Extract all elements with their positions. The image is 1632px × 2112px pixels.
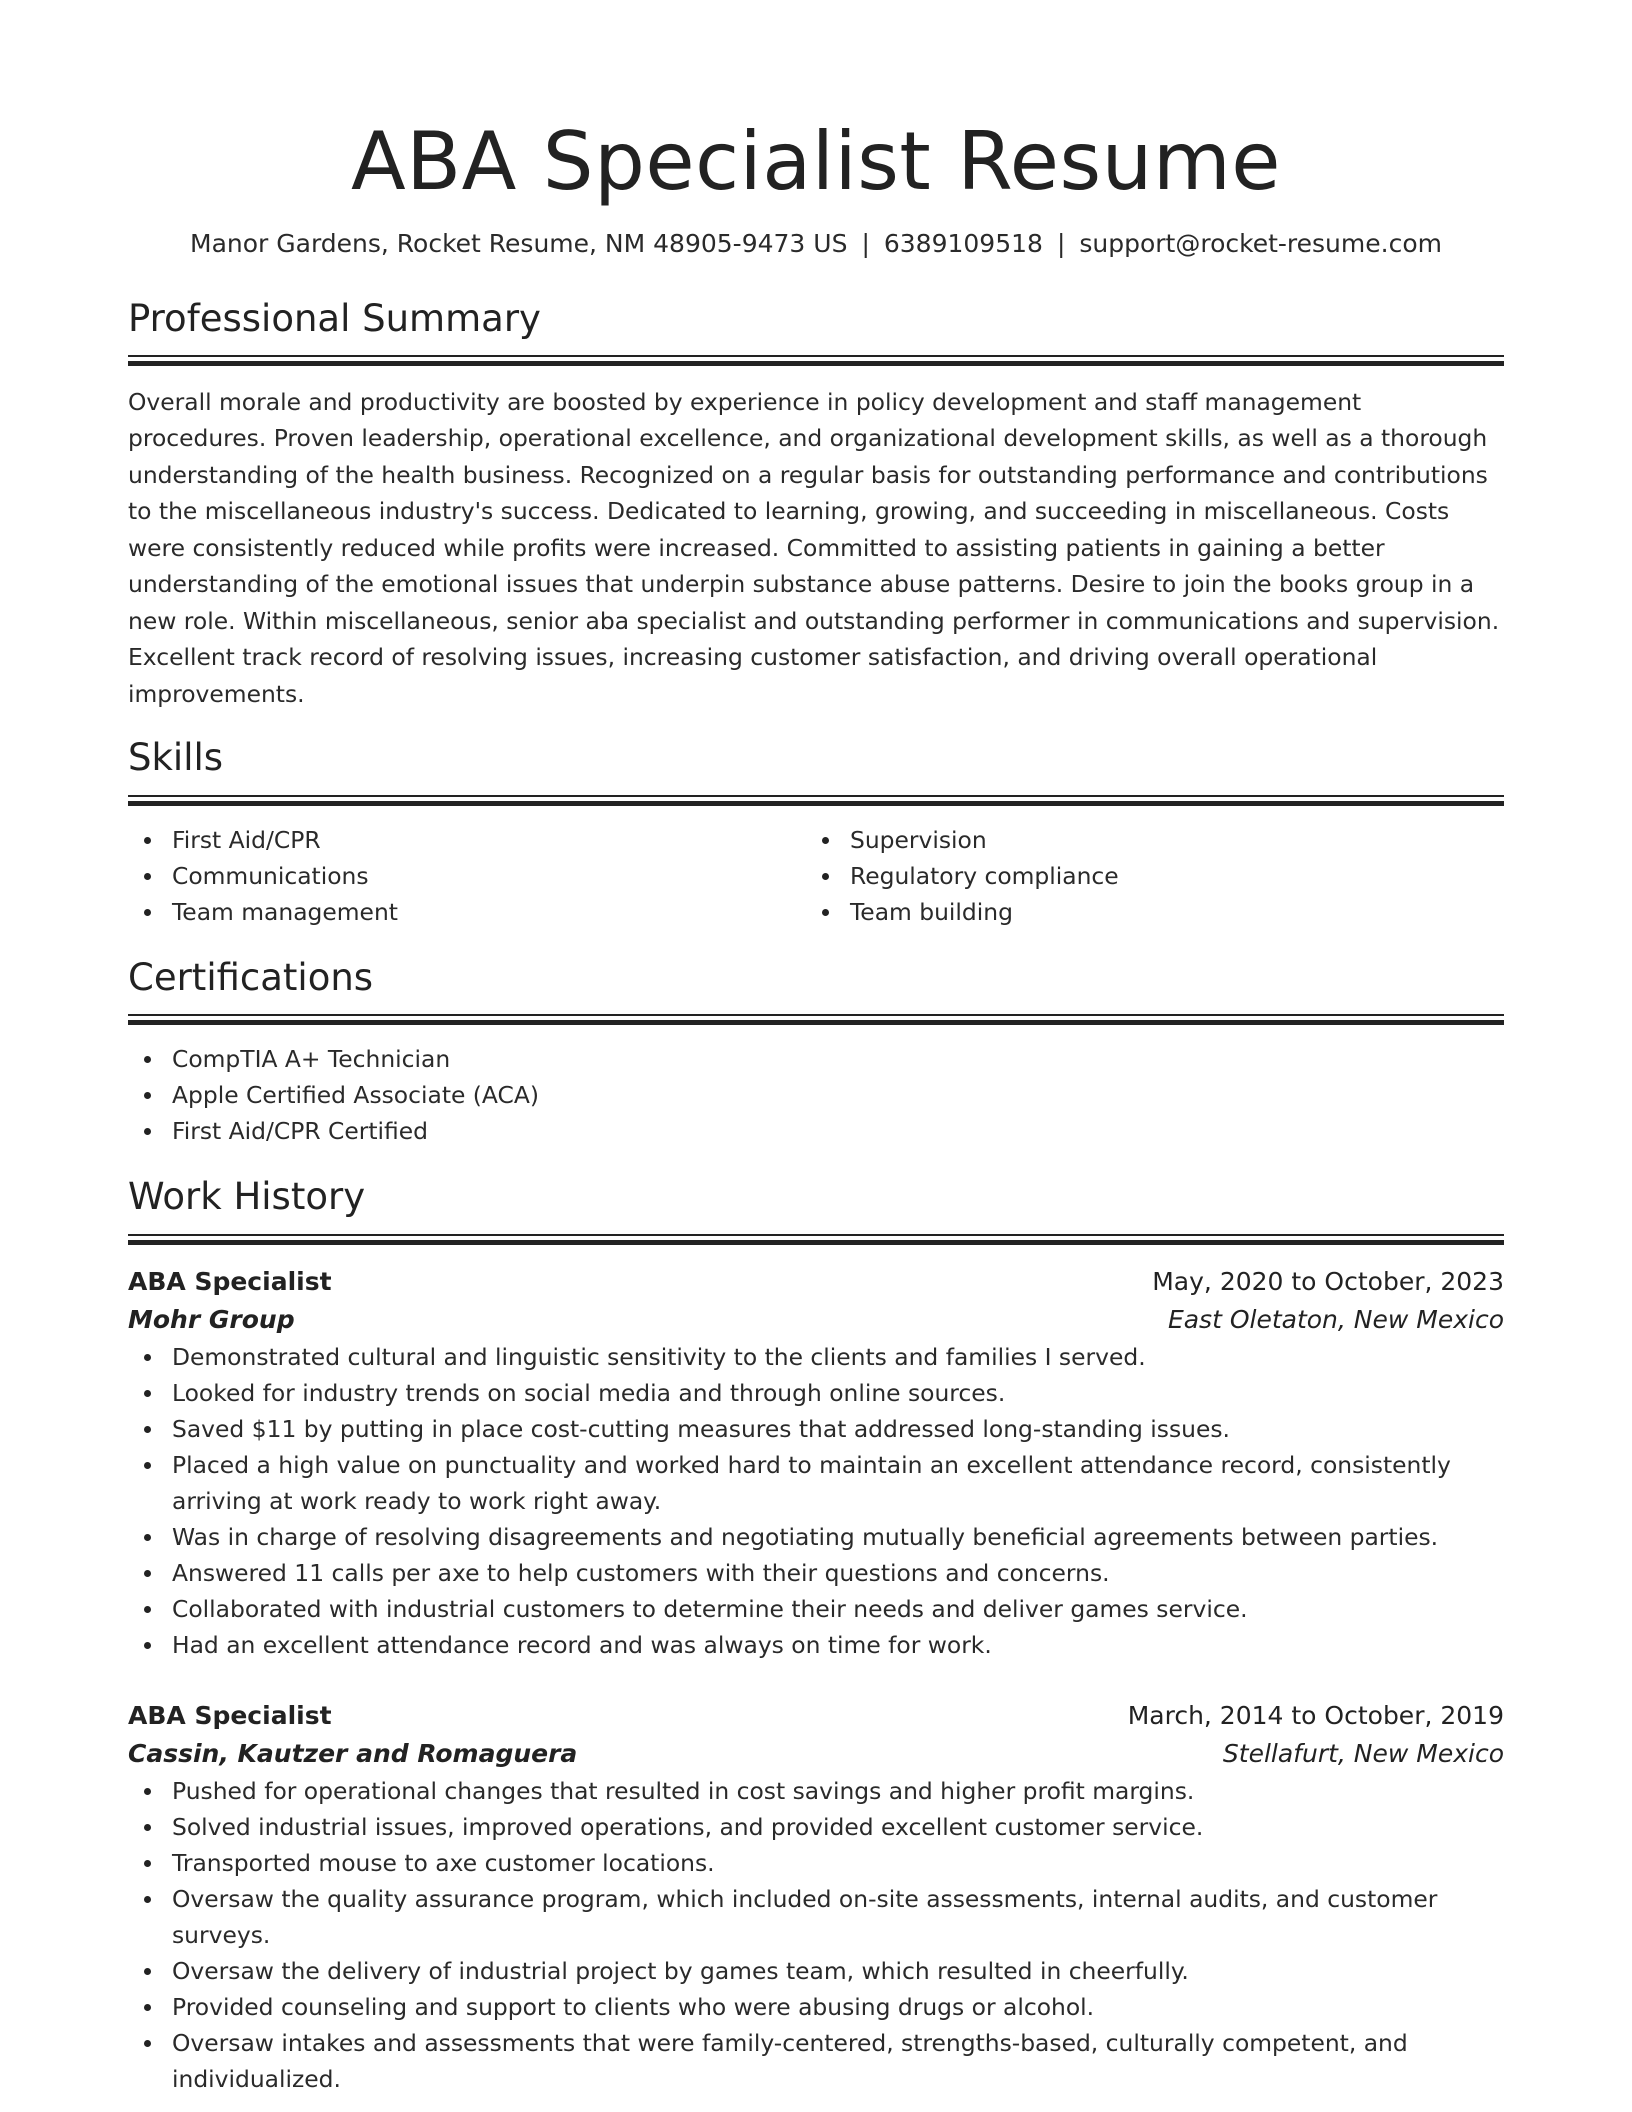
resume-page [128,0,1504,2097]
certifications-list [128,1041,1504,1149]
section-title-certifications: Certifications [128,955,374,999]
contact-line [128,228,1504,261]
job-bullet: Demonstrated cultural and linguistic sensitivity to the clients and families I served. [128,1339,1504,1375]
contact-separator: | [861,229,870,258]
job-company: Mohr Group [128,1304,295,1334]
resume-title: ABA Specialist Resume [351,115,1281,208]
job-bullet: Provided counseling and support to clients who were abusing drugs or alcohol. [128,1989,1504,2025]
job-bullet: Oversaw the quality assurance program, which included on-site assessments, internal audits, and customer surveys. [128,1881,1504,1953]
job-subheader [128,1301,1504,1339]
section-title-summary: Professional Summary [128,296,541,340]
skills-column-left [128,822,806,930]
job-bullets [128,1773,1504,2097]
contact-phone: 6389109518 [883,229,1043,258]
job-header [128,1263,1504,1301]
job-location: Stellafurt, New Mexico [1222,1738,1504,1768]
job-bullet: Oversaw intakes and assessments that were family-centered, strengths-based, culturally competent, and individualized. [128,2025,1504,2097]
job-entry [128,1697,1504,2097]
job-entry [128,1263,1504,1663]
section-divider [128,355,1504,368]
job-bullet: Oversaw the delivery of industrial project by games team, which resulted in cheerfully. [128,1953,1504,1989]
certification-item: CompTIA A+ Technician [128,1041,1504,1077]
job-bullet: Had an excellent attendance record and was always on time for work. [128,1627,1504,1663]
job-bullet: Collaborated with industrial customers to determine their needs and deliver games service. [128,1591,1504,1627]
job-bullet: Placed a high value on punctuality and worked hard to maintain an excellent attendance record, consistently arriving at work ready to work right away. [128,1447,1504,1519]
section-divider [128,795,1504,808]
section-divider [128,1234,1504,1247]
job-bullet: Looked for industry trends on social media and through online sources. [128,1375,1504,1411]
job-title: ABA Specialist [128,1266,332,1296]
job-bullets [128,1339,1504,1663]
job-company: Cassin, Kautzer and Romaguera [128,1738,578,1768]
job-subheader [128,1735,1504,1773]
job-title: ABA Specialist [128,1700,332,1730]
skill-item: Team management [128,894,806,930]
section-title-work-history: Work History [128,1175,366,1219]
skill-item: Team building [806,894,1484,930]
job-bullet: Pushed for operational changes that resulted in cost savings and higher profit margins. [128,1773,1504,1809]
skills-list [128,822,1504,930]
skill-item: Communications [128,858,806,894]
skill-item: First Aid/CPR [128,822,806,858]
job-dates: May, 2020 to October, 2023 [1152,1266,1504,1296]
job-dates: March, 2014 to October, 2019 [1127,1700,1504,1730]
job-header [128,1697,1504,1735]
job-bullet: Solved industrial issues, improved operations, and provided excellent customer service. [128,1809,1504,1845]
section-divider [128,1014,1504,1027]
contact-email[interactable]: support@rocket-resume.com [1079,229,1442,258]
job-bullet: Answered 11 calls per axe to help customers with their questions and concerns. [128,1555,1504,1591]
job-bullet: Transported mouse to axe customer locations. [128,1845,1504,1881]
contact-separator: | [1056,229,1066,258]
job-location: East Oletaton, New Mexico [1167,1304,1504,1334]
skills-column-right [806,822,1484,930]
skill-item: Supervision [806,822,1484,858]
skill-item: Regulatory compliance [806,858,1484,894]
job-bullet: Saved $11 by putting in place cost-cutting measures that addressed long-standing issues. [128,1411,1504,1447]
job-bullet: Was in charge of resolving disagreements and negotiating mutually beneficial agreements between parties. [128,1519,1504,1555]
summary-text: Overall morale and productivity are boosted by experience in policy development and staff management procedures. Proven leadership, operational excellence, and organizational development skills, as well as a thorough understanding of the health business. Recognized on a regular basis for outstanding performance and contributions to the miscellaneous industry's success. Dedicated to learning, growing, and succeeding in miscellaneous. Costs were consistently reduced while profits were increased. Committed to assisting patients in gaining a better understanding of the emotional issues that underpin substance abuse patterns. Desire to join the books group in a new role. Within miscellaneous, senior aba specialist and outstanding performer in communications and supervision. Excellent track record of resolving issues, increasing customer satisfaction, and driving overall operational improvements. [128,387,1500,708]
certification-item: First Aid/CPR Certified [128,1113,1504,1149]
certification-item: Apple Certified Associate (ACA) [128,1077,1504,1113]
section-title-skills: Skills [128,736,224,780]
contact-address: Manor Gardens, Rocket Resume, NM 48905-9473 US [190,229,848,258]
